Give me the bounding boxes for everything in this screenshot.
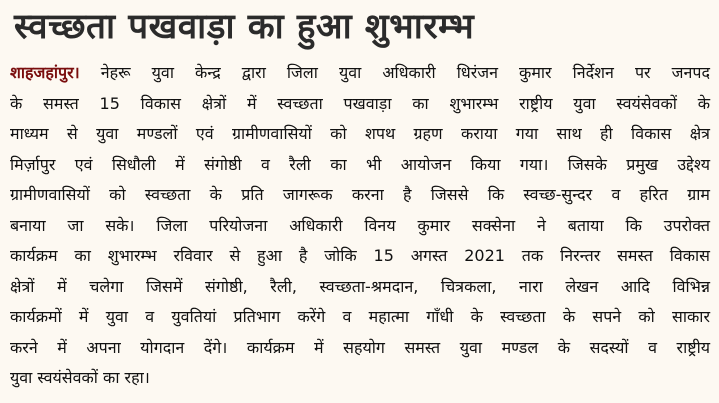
article-line: करने में अपना योगदान देंगे। कार्यक्रम में सहयोग समस्त युवा मण्डल के सदस्यों व राष्ट्रीय <box>10 337 710 357</box>
headline: स्वच्छता पखवाड़ा का हुआ शुभारम्भ <box>14 7 475 47</box>
article-line: ग्रामीणवासियों को स्वच्छता के प्रति जागरूक करना है जिससे कि स्वच्छ-सुन्दर व हरित ग्राम <box>10 185 710 204</box>
article-line: माध्यम से युवा मण्डलों एवं ग्रामीणवासियों को शपथ ग्रहण कराया गया साथ ही विकास क्षेत्र <box>10 124 710 143</box>
article-line: बनाया जा सके। जिला परियोजना अधिकारी विनय कुमार सक्सेना ने बताया कि उपरोक्त <box>10 215 710 235</box>
article-line: मिर्ज़ापुर एवं सिधौली में संगोष्ठी व रैली का भी आयोजन किया गया। जिसके प्रमुख उद्देश्य <box>10 154 710 174</box>
article-line <box>10 58 710 89</box>
article-line: कार्यक्रम का शुभारम्भ रविवार से हुआ है जोकि 15 अगस्त 2021 तक निरन्तर समस्त विकास <box>10 246 710 265</box>
article-line-text: नेहरू युवा केन्द्र द्वारा जिला युवा अधिकारी धिरंजन कुमार निर्देशन पर जनपद <box>79 63 710 82</box>
article-line: क्षेत्रों में चलेगा जिसमें संगोष्ठी, रैली, स्वच्छता-श्रमदान, चित्रकला, नारा लेखन आदि विभिन्न <box>10 276 710 296</box>
article-body <box>10 58 710 394</box>
article-line: के समस्त 15 विकास क्षेत्रों में स्वच्छता पखवाड़ा का शुभारम्भ राष्ट्रीय युवा स्वयंसेवकों के <box>10 93 711 113</box>
article-line: युवा स्वयंसेवकों का रहा। <box>10 368 150 387</box>
dateline: शाहजहांपुर। <box>10 63 80 82</box>
article-line: कार्यक्रमों में युवा व युवतियां प्रतिभाग करेंगे व महात्मा गाँधी के स्वच्छता के सपने को साकार <box>10 307 710 326</box>
